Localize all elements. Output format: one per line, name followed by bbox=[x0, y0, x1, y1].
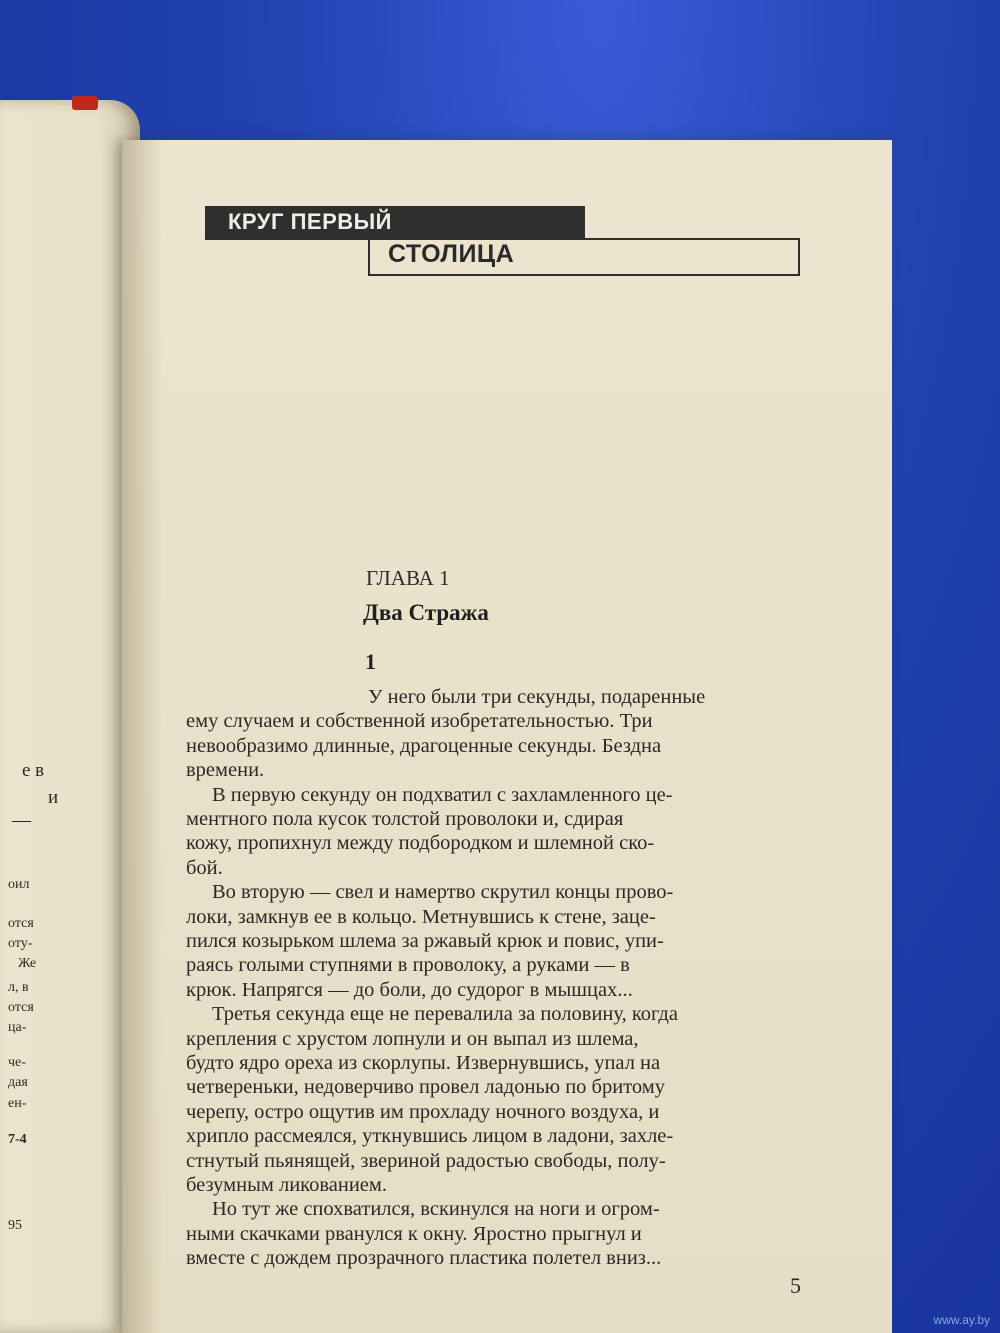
left-page-fragment: ен- bbox=[8, 1096, 27, 1111]
chapter-title: Два Стража bbox=[363, 600, 489, 625]
left-page-fragment: и bbox=[48, 787, 59, 808]
section-label: КРУГ ПЕРВЫЙ bbox=[228, 209, 392, 234]
left-page-fragment: е в bbox=[22, 760, 45, 781]
text-line: черепу, остро ощутив им прохладу ночного воздуха, и bbox=[186, 1100, 660, 1123]
text-line: стнутый пьянящей, звериной радостью свободы, полу- bbox=[186, 1149, 666, 1172]
text-line: Третья секунда еще не перевалила за половину, когда bbox=[212, 1003, 678, 1026]
text-line: крюк. Напрягся — до боли, до судорог в мышцах... bbox=[186, 978, 633, 1001]
text-line: вместе с дождем прозрачного пластика полетел вниз... bbox=[186, 1247, 662, 1270]
left-page-fragment: 7-4 bbox=[8, 1132, 27, 1147]
section-number: 1 bbox=[365, 649, 376, 674]
left-page-fragment: отся bbox=[8, 1000, 34, 1015]
text-line: четвереньки, недоверчиво провел ладонью по бритому bbox=[186, 1076, 665, 1099]
text-line: хрипло рассмеялся, уткнувшись лицом в ладони, захле- bbox=[186, 1125, 674, 1148]
text-line: кожу, пропихнул между подбородком и шлемной ско- bbox=[186, 832, 655, 855]
text-line: невообразимо длинные, драгоценные секунды. Бездна bbox=[186, 734, 662, 757]
left-page bbox=[0, 100, 140, 1333]
page-gutter-shadow bbox=[122, 140, 162, 1333]
section-title: СТОЛИЦА bbox=[388, 240, 515, 268]
left-page-fragment: дая bbox=[8, 1075, 28, 1090]
left-page-fragment: Же bbox=[18, 956, 37, 971]
text-line: Во вторую — свел и намертво скрутил концы прово- bbox=[212, 881, 674, 904]
text-line: времени. bbox=[186, 759, 265, 782]
text-line: ему случаем и собственной изобретательностью. Три bbox=[186, 710, 653, 733]
left-page-fragment: оту- bbox=[8, 936, 33, 951]
left-page-fragment: — bbox=[12, 810, 31, 831]
bookmark-ribbon bbox=[72, 96, 98, 110]
watermark: www.ay.by bbox=[933, 1313, 990, 1327]
text-line: ными скачками рванулся к окну. Яростно прыгнул и bbox=[186, 1222, 642, 1245]
left-page-fragment: отся bbox=[8, 916, 34, 931]
left-page-fragment: 95 bbox=[8, 1218, 22, 1233]
left-page-fragment: оил bbox=[8, 877, 30, 892]
text-line: Но тут же спохватился, вскинулся на ноги и огром- bbox=[212, 1198, 660, 1221]
text-line: безумным ликованием. bbox=[186, 1174, 387, 1196]
text-line: будто ядро ореха из скорлупы. Извернувшись, упал на bbox=[186, 1052, 661, 1074]
text-line: У него были три секунды, подаренные bbox=[368, 686, 706, 708]
text-line: раясь голыми ступнями в проволоку, а руками — в bbox=[186, 954, 630, 977]
text-line: пился козырьком шлема за ржавый крюк и повис, упи- bbox=[186, 930, 664, 952]
text-line: локи, замкнув ее в кольцо. Метнувшись к стене, заце- bbox=[186, 905, 656, 928]
page-number: 5 bbox=[790, 1273, 801, 1298]
left-page-fragment: ца- bbox=[8, 1020, 27, 1035]
left-page-fragment: л, в bbox=[8, 980, 29, 995]
text-line: крепления с хрустом лопнули и он выпал из шлема, bbox=[186, 1027, 639, 1050]
text-line: ментного пола кусок толстой проволоки и, сдирая bbox=[186, 808, 624, 830]
text-line: В первую секунду он подхватил с захламленного це- bbox=[212, 783, 673, 806]
text-line: бой. bbox=[186, 856, 223, 879]
chapter-label: ГЛАВА 1 bbox=[366, 566, 450, 590]
left-page-fragment: че- bbox=[8, 1055, 26, 1070]
